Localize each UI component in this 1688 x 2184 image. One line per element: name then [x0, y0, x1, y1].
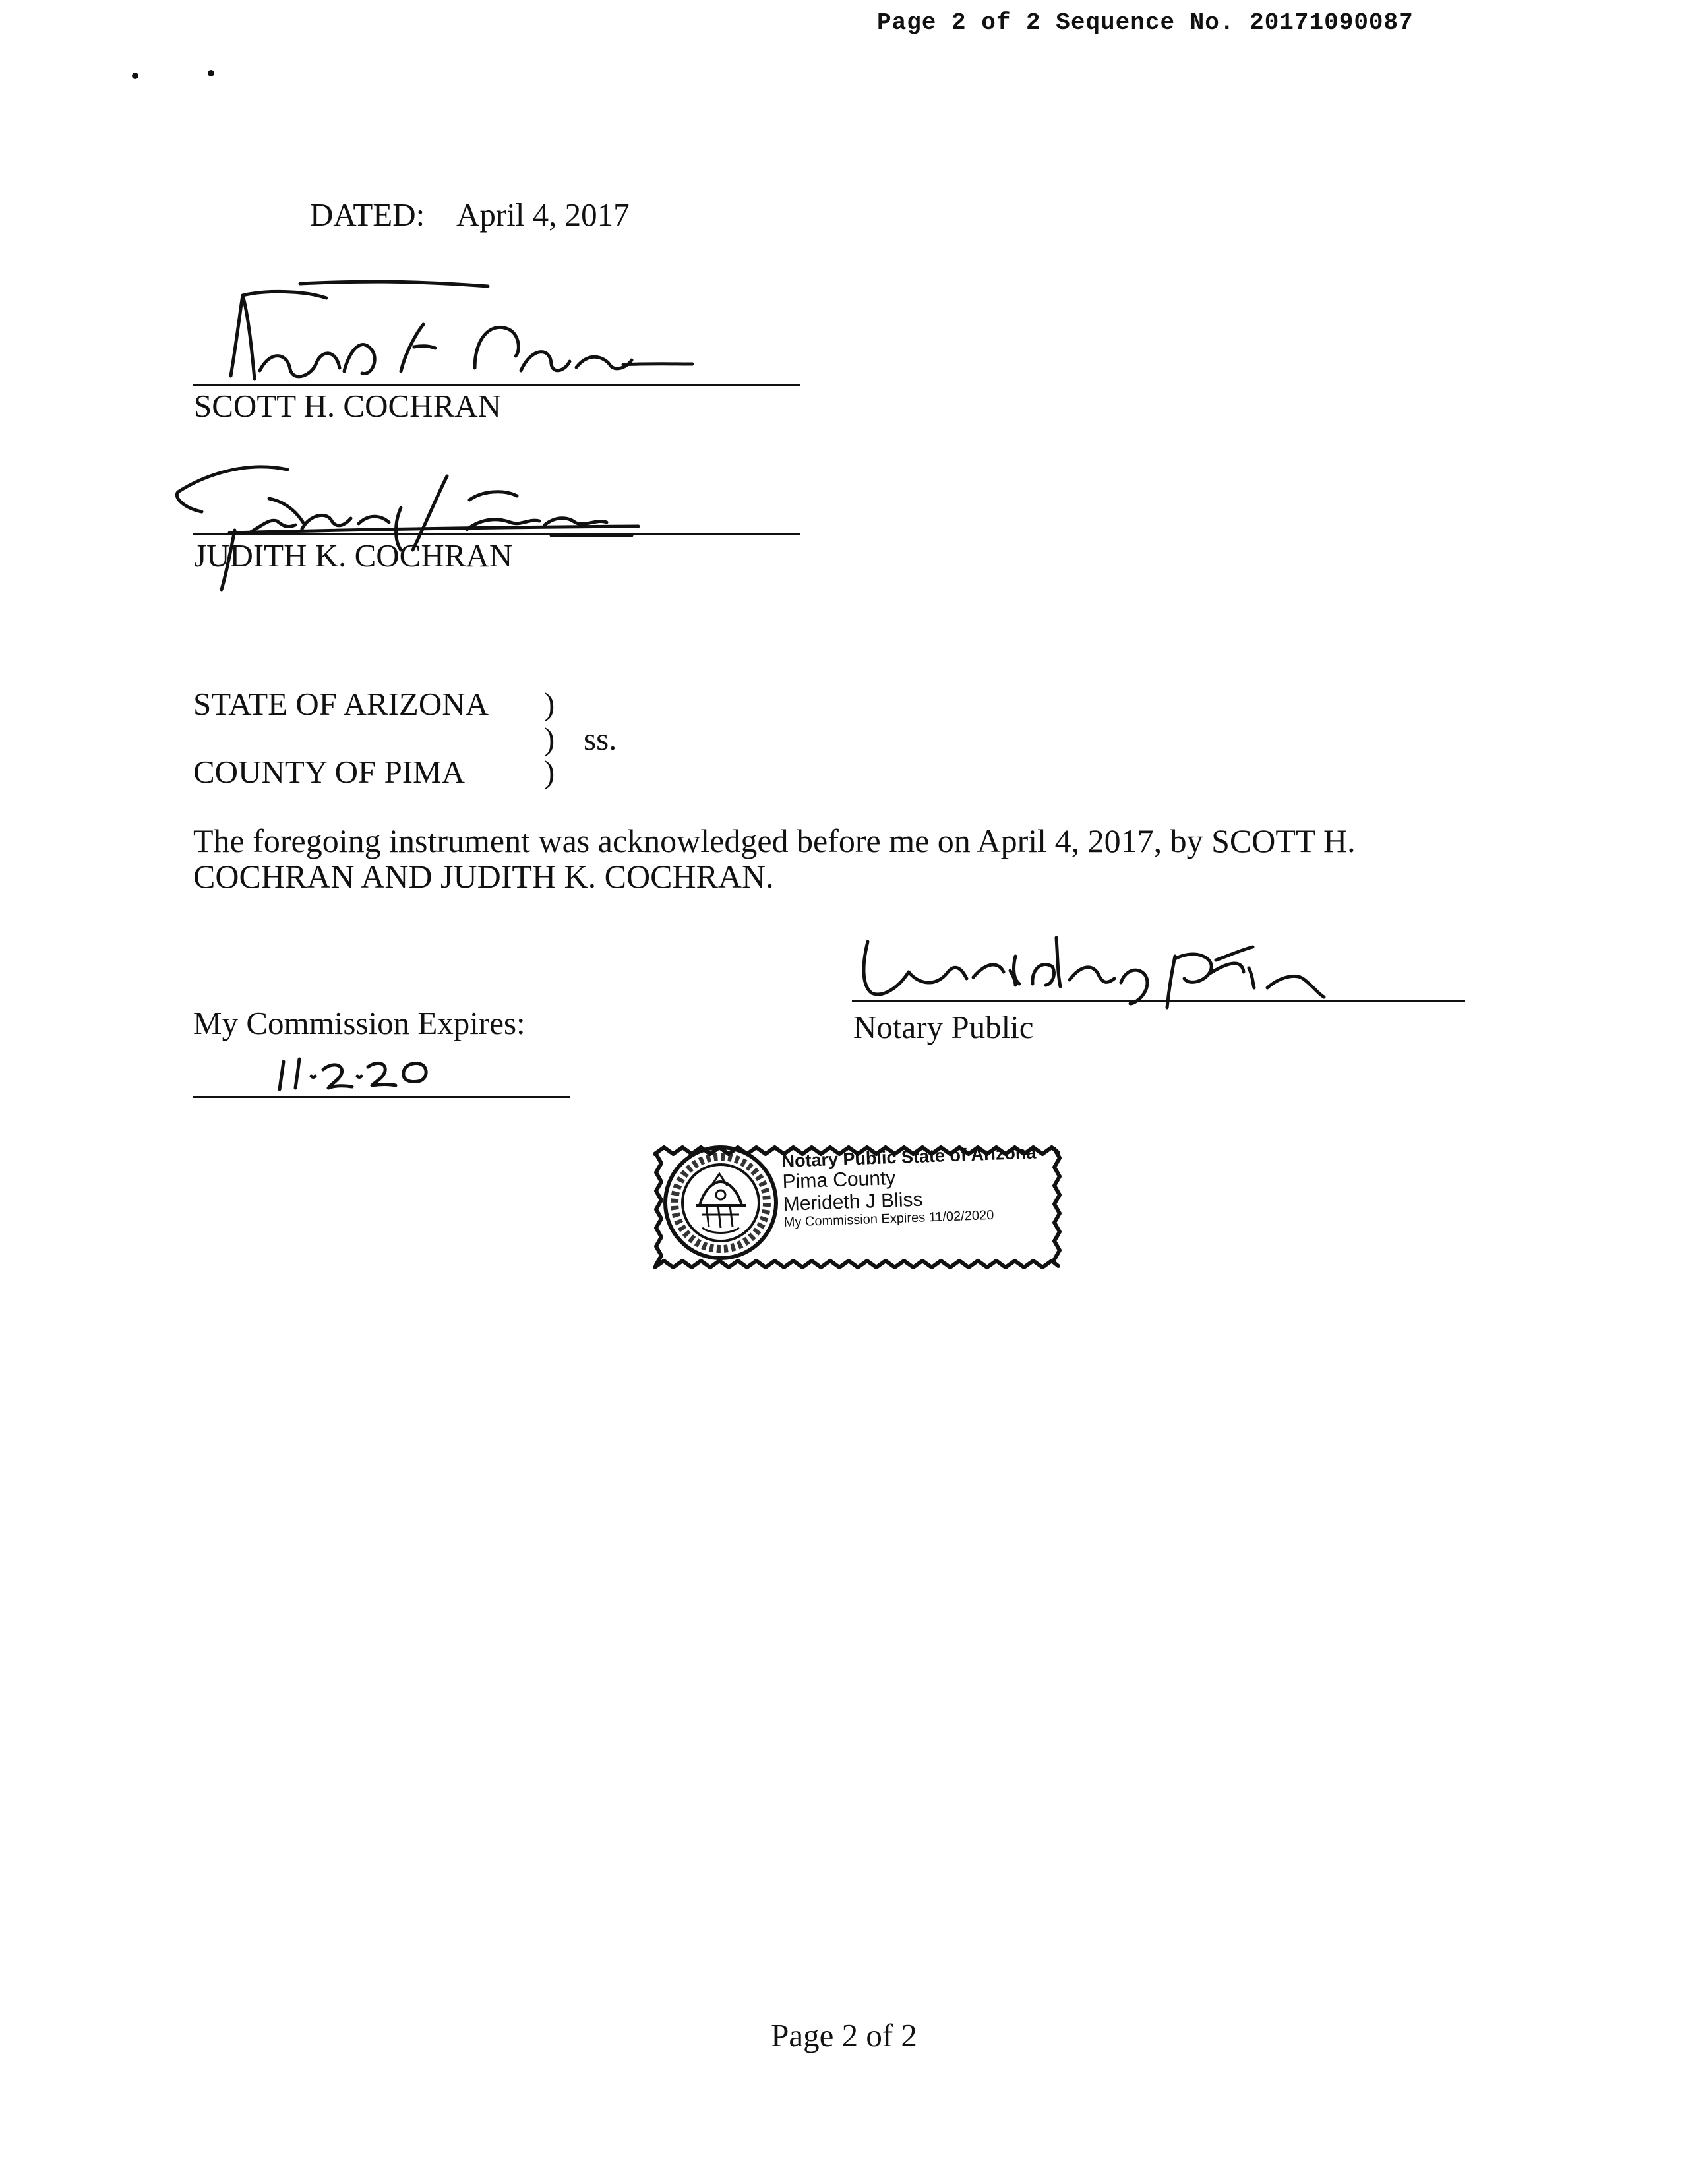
acknowledgment-text: The foregoing instrument was acknowledged before me on April 4, 2017, by SCOTT H. COCHRAN AND JUDITH K. COCHRAN. [193, 822, 1356, 895]
venue-paren: ) [544, 754, 555, 790]
signer-name-judith: JUDITH K. COCHRAN [194, 537, 513, 574]
dated-label: DATED: [310, 197, 425, 233]
notary-public-label: Notary Public [853, 1009, 1034, 1045]
venue-ss: ss. [584, 721, 617, 757]
commission-date-handwritten [270, 1048, 468, 1101]
venue-paren: ) [544, 686, 555, 722]
stamp-line-county: Pima County [782, 1167, 896, 1194]
signature-notary-icon [855, 930, 1375, 1016]
stamp-line-expiry: My Commission Expires 11/02/2020 [783, 1208, 994, 1230]
scan-speck [132, 73, 138, 79]
notary-stamp [649, 1129, 1066, 1277]
page-sequence-header: Page 2 of 2 Sequence No. 20171090087 [877, 9, 1414, 36]
arizona-seal-icon [661, 1143, 780, 1262]
venue-county: COUNTY OF PIMA [193, 754, 466, 790]
stamp-line-name: Merideth J Bliss [783, 1188, 923, 1215]
stamp-line-notary-state: Notary Public State of Arizona [781, 1142, 1037, 1171]
signature-line-scott [193, 384, 800, 386]
commission-date-line [193, 1096, 570, 1098]
signature-line-notary [852, 1000, 1465, 1002]
signature-line-judith [193, 533, 800, 535]
signer-name-scott: SCOTT H. COCHRAN [194, 388, 502, 424]
commission-expires-label: My Commission Expires: [193, 1005, 526, 1041]
dated-date: April 4, 2017 [456, 197, 630, 233]
venue-state: STATE OF ARIZONA [193, 686, 489, 722]
venue-paren: ) [544, 721, 555, 757]
stamp-text-block [781, 1142, 1054, 1230]
page-footer: Page 2 of 2 [771, 2017, 917, 2053]
signature-scott-icon [191, 277, 692, 396]
scan-speck [208, 70, 214, 76]
